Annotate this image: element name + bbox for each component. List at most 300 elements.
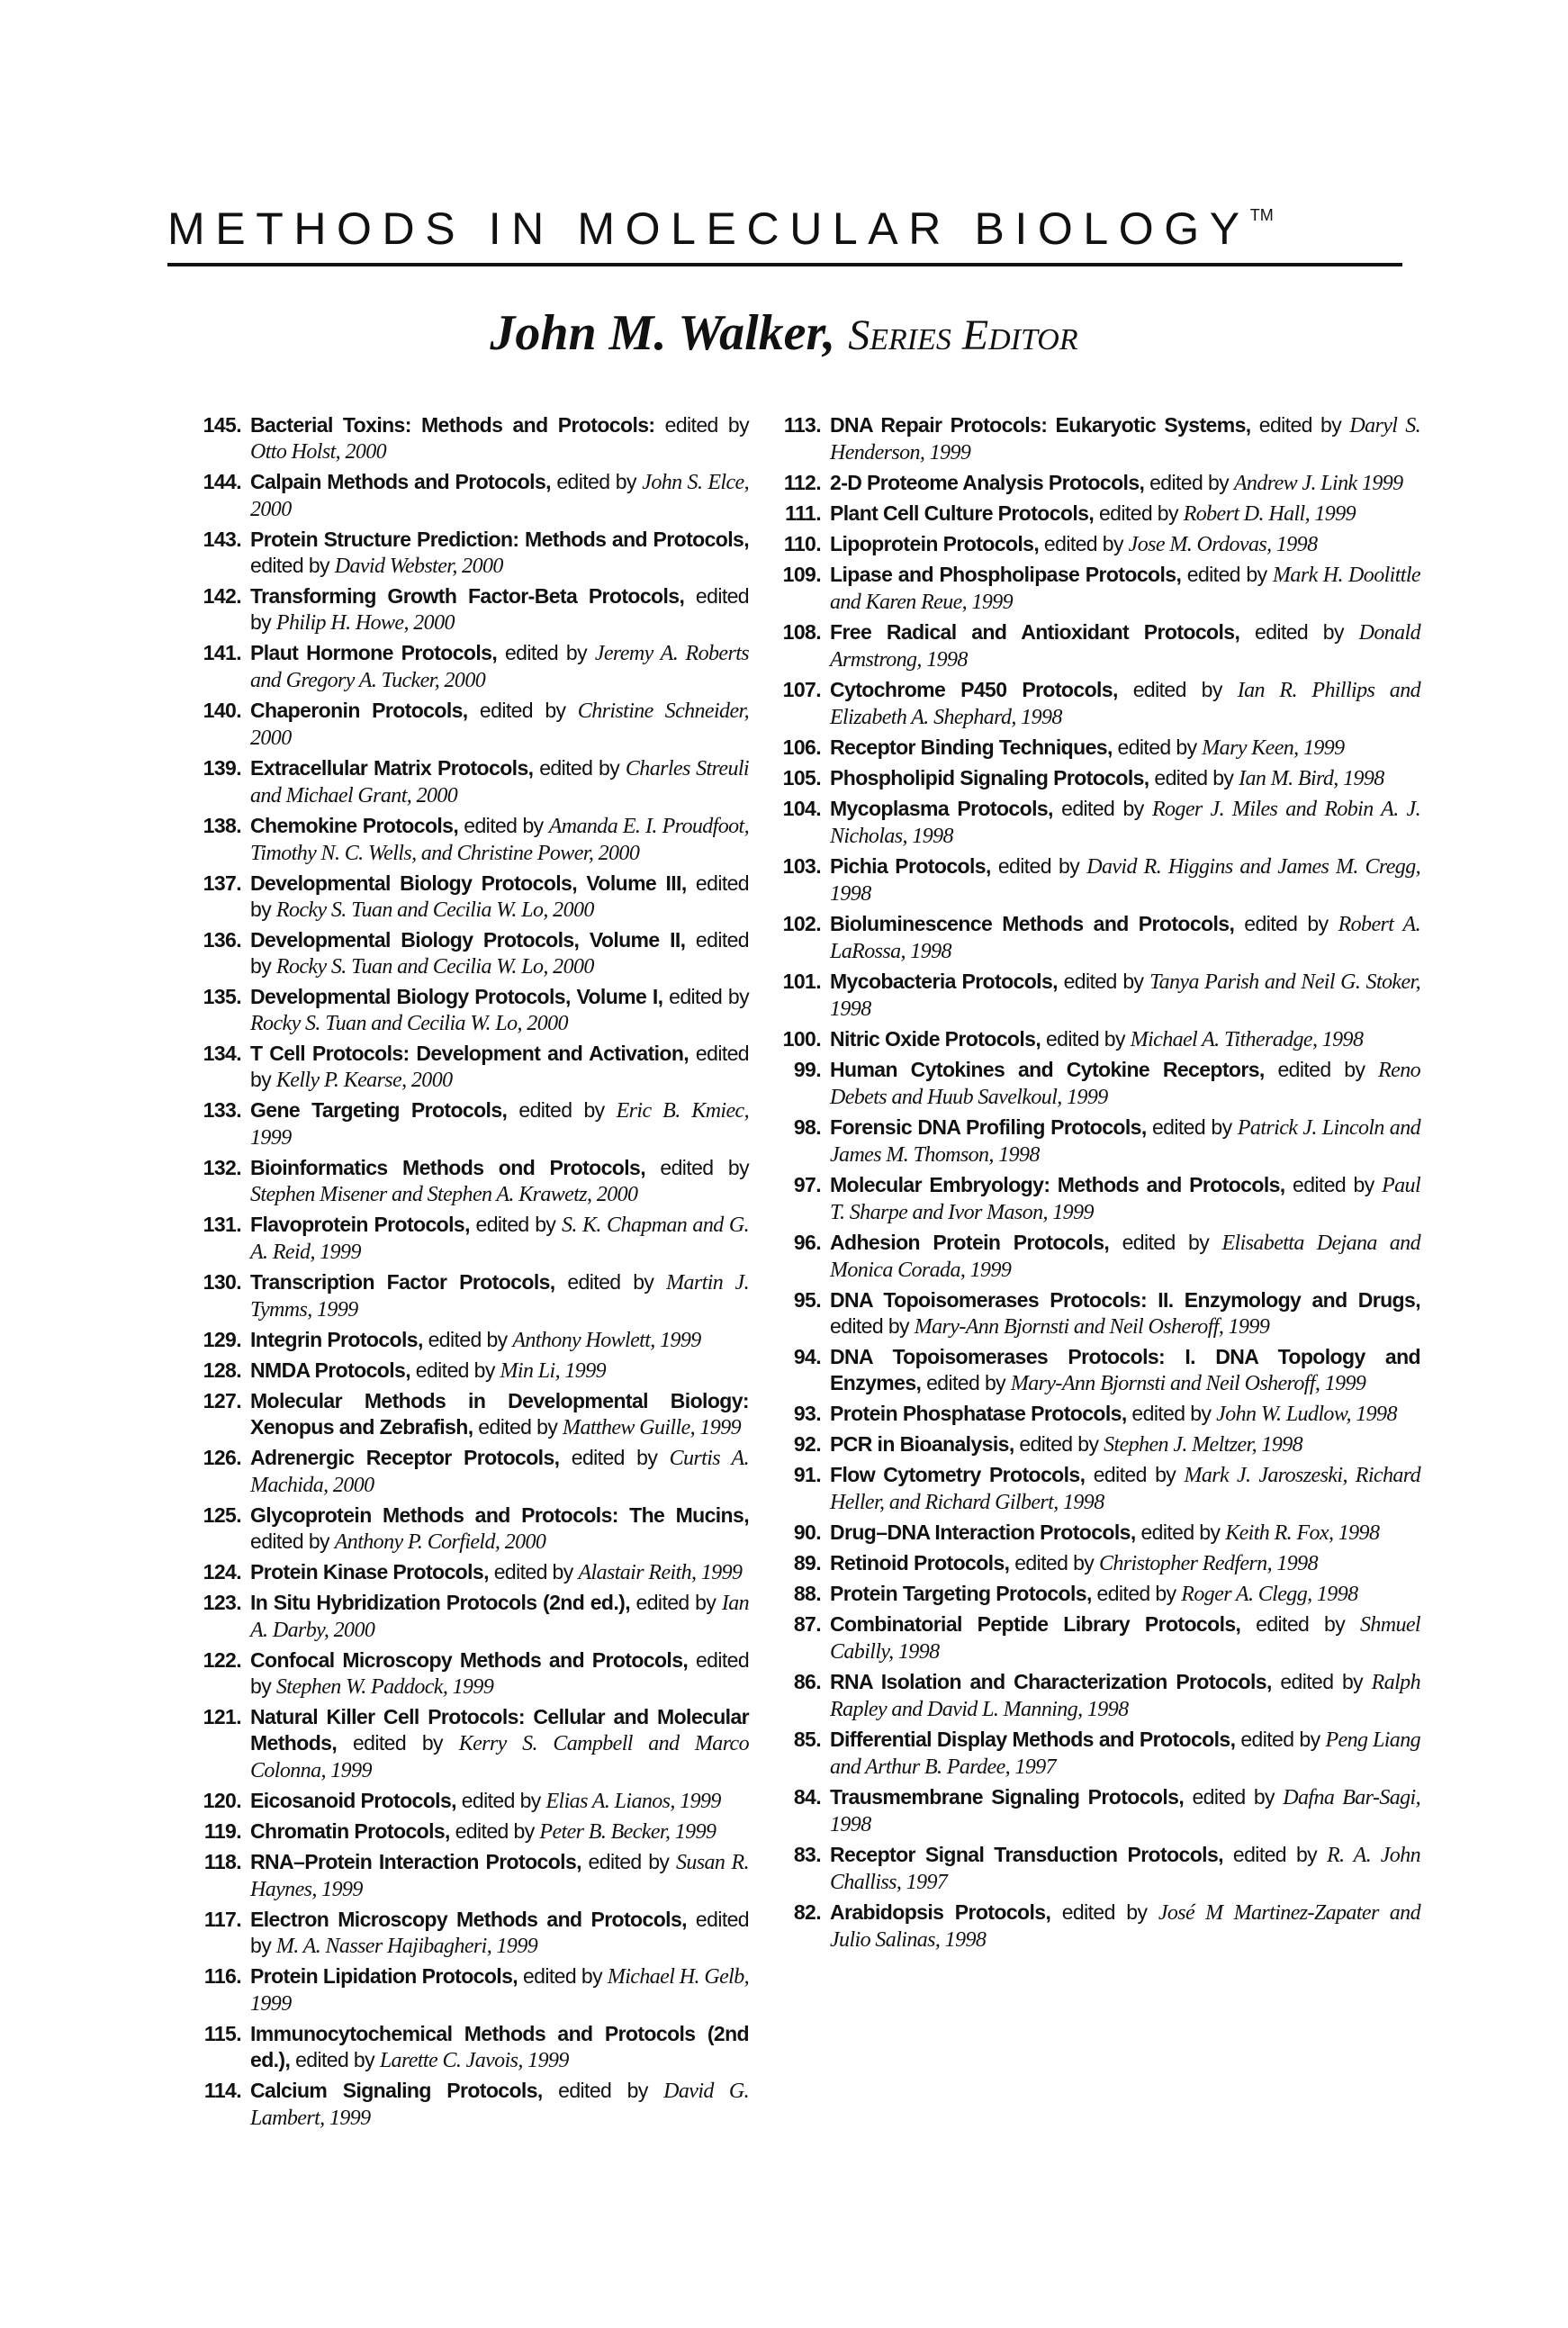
volume-number: 117. [203, 1908, 241, 1931]
list-item [779, 1899, 1420, 1954]
list-item [779, 1114, 1420, 1169]
volume-title: Bioinformatics Methods ond Protocols, [250, 1156, 646, 1179]
volume-editors: Roger J. Miles and Robin A. J. Nicholas, 1998 [830, 798, 1420, 848]
list-item [200, 1212, 749, 1266]
volume-editors: R. A. John Challiss, 1997 [830, 1844, 1420, 1894]
volume-number: 86. [793, 1670, 821, 1693]
volume-title: Chemokine Protocols, [250, 814, 459, 837]
list-item [200, 871, 749, 924]
volume-number: 136. [203, 928, 241, 952]
series-title [167, 203, 1402, 254]
volume-number: 123. [203, 1591, 241, 1614]
volume-editors: Charles Streuli and Michael Grant, 2000 [250, 757, 749, 808]
volume-editors: Rocky S. Tuan and Cecilia W. Lo, 2000 [250, 1012, 568, 1035]
edited-by-text: edited by [1144, 471, 1234, 494]
edited-by-text: edited by [250, 1529, 335, 1553]
edited-by-text: edited by [250, 1042, 749, 1091]
volume-title: Lipase and Phospholipase Protocols, [830, 563, 1182, 586]
volume-title: DNA Repair Protocols: Eukaryotic Systems, [830, 413, 1251, 437]
edited-by-text: edited by [518, 1964, 608, 1988]
volume-number: 129. [203, 1328, 241, 1351]
volume-title: Bacterial Toxins: Methods and Protocols: [250, 413, 655, 437]
volume-editors: Matthew Guille, 1999 [563, 1416, 742, 1439]
volume-number: 120. [203, 1789, 241, 1812]
volume-title: Differential Display Methods and Protocols, [830, 1728, 1236, 1751]
volume-number: 140. [203, 699, 241, 722]
edited-by-text: edited by [473, 1415, 563, 1439]
volume-title: Immunocytochemical Methods and Protocols (2nd ed.), [250, 2022, 749, 2071]
list-item [200, 583, 749, 636]
list-item [200, 1097, 749, 1151]
volume-number: 85. [793, 1728, 821, 1751]
volume-editors: Peter B. Becker, 1999 [539, 1820, 716, 1844]
list-item [779, 911, 1420, 965]
volume-number: 143. [203, 528, 241, 551]
list-item [779, 1462, 1420, 1516]
volume-title: 2-D Proteome Analysis Protocols, [830, 471, 1145, 494]
volume-editors: David G. Lambert, 1999 [250, 2080, 749, 2130]
volume-editors: Rocky S. Tuan and Cecilia W. Lo, 2000 [275, 898, 594, 922]
edited-by-text: edited by [488, 1560, 579, 1584]
volume-number: 139. [203, 756, 241, 780]
edited-by-text: edited by [1239, 620, 1359, 644]
volume-number: 82. [793, 1900, 821, 1924]
volume-title: Nitric Oxide Protocols, [830, 1027, 1041, 1051]
volume-editors: Stephen Misener and Stephen A. Krawetz, 2000 [250, 1183, 638, 1206]
volume-title: Phospholipid Signaling Protocols, [830, 766, 1149, 790]
volume-title: Adrenergic Receptor Protocols, [250, 1446, 560, 1469]
list-item [200, 2021, 749, 2074]
list-item [779, 853, 1420, 907]
edited-by-text: edited by [1235, 1728, 1326, 1751]
volume-title: Integrin Protocols, [250, 1328, 423, 1351]
volume-number: 138. [203, 814, 241, 837]
edited-by-text: edited by [250, 928, 749, 978]
list-item [779, 1057, 1420, 1111]
list-item [200, 412, 749, 465]
volume-editors: Kelly P. Kearse, 2000 [275, 1069, 453, 1092]
volume-title: Forensic DNA Profiling Protocols, [830, 1115, 1147, 1139]
volume-number: 107. [782, 678, 821, 701]
volume-editors: Mark J. Jaroszeski, Richard Heller, and Richard Gilbert, 1998 [830, 1464, 1420, 1514]
volume-number: 128. [203, 1358, 241, 1382]
volume-title: Developmental Biology Protocols, Volume I, [250, 985, 663, 1008]
volume-title: PCR in Bioanalysis, [830, 1432, 1014, 1456]
volume-title: Cytochrome P450 Protocols, [830, 678, 1118, 701]
edited-by-text: edited by [1222, 1843, 1328, 1866]
volume-editors: Kerry S. Campbell and Marco Colonna, 1999 [250, 1732, 749, 1782]
list-item [779, 1401, 1420, 1428]
volume-number: 131. [203, 1213, 241, 1236]
volume-number: 114. [203, 2079, 241, 2102]
edited-by-text: edited by [458, 814, 549, 837]
edited-by-text: edited by [630, 1591, 722, 1614]
volume-number: 142. [203, 584, 241, 608]
volume-number: 125. [203, 1503, 241, 1527]
list-item [779, 1520, 1420, 1547]
volume-number: 112. [783, 471, 821, 494]
volume-editors: Dafna Bar-Sagi, 1998 [830, 1786, 1421, 1836]
list-item [200, 1445, 749, 1499]
volume-editors: Robert A. LaRossa, 1998 [830, 913, 1420, 963]
volume-number: 89. [793, 1551, 821, 1575]
volume-title: Molecular Methods in Developmental Biology: Xenopus and Zebrafish, [250, 1389, 749, 1439]
list-item [779, 796, 1420, 850]
list-item [200, 1502, 749, 1556]
volume-editors: Peng Liang and Arthur B. Pardee, 1997 [830, 1728, 1421, 1779]
volume-number: 102. [782, 912, 821, 935]
volume-number: 93. [793, 1402, 821, 1425]
volume-title: Flavoprotein Protocols, [250, 1213, 470, 1236]
volume-editors: Eric B. Kmiec, 1999 [250, 1099, 749, 1150]
list-item [200, 469, 749, 523]
edited-by-text: edited by [1240, 1612, 1360, 1636]
volume-title: In Situ Hybridization Protocols (2nd ed.), [250, 1591, 630, 1614]
edited-by-text: edited by [1057, 970, 1150, 993]
volume-title: Trausmembrane Signaling Protocols, [830, 1785, 1185, 1809]
volume-editors: Ian M. Bird, 1998 [1239, 767, 1384, 790]
volume-title: Developmental Biology Protocols, Volume II, [250, 928, 686, 952]
list-item [200, 1590, 749, 1644]
edited-by-text: edited by [1112, 735, 1203, 759]
volume-editors: Jose M. Ordovas, 1998 [1128, 533, 1318, 556]
edited-by-text: edited by [1052, 797, 1152, 820]
edited-by-text: edited by [1014, 1432, 1104, 1456]
edited-by-text: edited by [533, 756, 626, 780]
volume-number: 90. [793, 1520, 821, 1544]
volume-title: Extracellular Matrix Protocols, [250, 756, 534, 780]
volume-number: 134. [203, 1042, 241, 1065]
volume-number: 122. [203, 1648, 241, 1672]
list-item [779, 1611, 1420, 1665]
edited-by-text: edited by [990, 854, 1087, 878]
edited-by-text: edited by [1039, 532, 1129, 555]
volume-editors: Curtis A. Machida, 2000 [250, 1447, 750, 1497]
volume-editors: Mary-Ann Bjornsti and Neil Osheroff, 1999 [1010, 1372, 1366, 1395]
volume-editors: S. K. Chapman and G. A. Reid, 1999 [250, 1214, 749, 1264]
volume-number: 118. [203, 1850, 241, 1873]
volume-title: Plaut Hormone Protocols, [250, 641, 498, 664]
volume-editors: Amanda E. I. Proudfoot, Timothy N. C. Wells, and Christine Power, 2000 [250, 815, 750, 865]
volume-editors: David Webster, 2000 [334, 555, 503, 578]
edited-by-text: edited by [250, 1648, 750, 1698]
volume-editors: Min Li, 1999 [500, 1359, 607, 1383]
volume-title: Calpain Methods and Protocols, [250, 470, 551, 493]
edited-by-text: edited by [1264, 1058, 1379, 1081]
volume-editors: Elias A. Lianos, 1999 [545, 1790, 721, 1813]
volume-number: 94. [793, 1345, 821, 1368]
list-item [779, 1230, 1420, 1284]
volume-number: 96. [793, 1231, 821, 1254]
volume-title: Gene Targeting Protocols, [250, 1098, 508, 1122]
edited-by-text: edited by [250, 1908, 750, 1957]
volume-number: 104. [782, 797, 821, 820]
volume-editors: Stephen J. Meltzer, 1998 [1104, 1433, 1303, 1457]
list-item [779, 412, 1420, 466]
list-item [200, 1788, 749, 1815]
volume-editors: Philip H. Howe, 2000 [275, 611, 455, 635]
edited-by-text: edited by [1149, 766, 1239, 790]
volume-editors: Shmuel Cabilly, 1998 [830, 1613, 1420, 1664]
volume-editors: Paul T. Sharpe and Ivor Mason, 1999 [830, 1174, 1421, 1224]
list-item [200, 1269, 749, 1323]
edited-by-text: edited by [1146, 1115, 1238, 1139]
volume-editors: Ian A. Darby, 2000 [250, 1592, 750, 1642]
list-item [200, 1155, 749, 1208]
edited-by-text: edited by [250, 871, 749, 921]
edited-by-text: edited by [337, 1731, 459, 1755]
volume-title: Lipoprotein Protocols, [830, 532, 1040, 555]
volume-number: 88. [793, 1582, 821, 1605]
edited-by-text: edited by [455, 1789, 546, 1812]
list-item [200, 927, 749, 980]
volume-editors: Christine Schneider, 2000 [250, 699, 749, 750]
edited-by-text: edited by [1271, 1670, 1372, 1693]
volume-editors: Anthony P. Corfield, 2000 [334, 1530, 546, 1554]
volume-editors: M. A. Nasser Hajibagheri, 1999 [275, 1935, 538, 1958]
volume-editors: Andrew J. Link 1999 [1233, 472, 1403, 495]
volume-number: 95. [793, 1288, 821, 1312]
list-item [779, 677, 1420, 731]
volume-number: 132. [203, 1156, 241, 1179]
volume-title: Confocal Microscopy Methods and Protocols, [250, 1648, 689, 1672]
volume-editors: José M Martinez-Zapater and Julio Salinas, 1998 [830, 1901, 1420, 1952]
volume-title: Receptor Signal Transduction Protocols, [830, 1843, 1223, 1866]
volume-title: Mycoplasma Protocols, [830, 797, 1053, 820]
title-rule [167, 263, 1402, 266]
volume-editors: Daryl S. Henderson, 1999 [830, 414, 1420, 465]
volume-title: Human Cytokines and Cytokine Receptors, [830, 1058, 1265, 1081]
volume-title: Mycobacteria Protocols, [830, 970, 1058, 993]
right-column-list [779, 412, 1420, 1957]
volume-title: Arabidopsis Protocols, [830, 1900, 1051, 1924]
volume-title: Combinatorial Peptide Library Protocols, [830, 1612, 1241, 1636]
list-item [200, 1647, 749, 1701]
list-item [200, 1327, 749, 1354]
edited-by-text: edited by [1091, 1582, 1182, 1605]
volume-title: Chromatin Protocols, [250, 1819, 450, 1843]
list-item [779, 1550, 1420, 1577]
trademark-mark: TM [1249, 206, 1274, 224]
list-item [779, 1669, 1420, 1723]
volume-number: 87. [793, 1612, 821, 1636]
list-item [200, 813, 749, 867]
page-header [167, 203, 1402, 266]
volume-editors: David R. Higgins and James M. Cregg, 1998 [830, 855, 1420, 906]
list-item [779, 1727, 1420, 1781]
edited-by-text: edited by [290, 2048, 380, 2071]
volume-title: Flow Cytometry Protocols, [830, 1463, 1086, 1486]
edited-by-text: edited by [410, 1358, 500, 1382]
volume-editors: Alastair Reith, 1999 [578, 1561, 743, 1584]
list-item [779, 1431, 1420, 1458]
volume-editors: Donald Armstrong, 1998 [830, 621, 1421, 672]
edited-by-text: edited by [830, 1314, 915, 1338]
volume-number: 109. [782, 563, 821, 586]
edited-by-text: edited by [1085, 1463, 1185, 1486]
volume-number: 135. [203, 985, 241, 1008]
volume-number: 106. [782, 735, 821, 759]
editor-name: John M. Walker, [490, 305, 836, 361]
volume-number: 105. [782, 766, 821, 790]
list-item [200, 640, 749, 694]
edited-by-text: edited by [921, 1371, 1011, 1394]
list-item [779, 1287, 1420, 1340]
series-title-text: METHODS IN MOLECULAR BIOLOGY [167, 203, 1250, 254]
volume-number: 144. [203, 470, 241, 493]
volume-number: 137. [203, 871, 241, 895]
series-editor-line [0, 304, 1568, 365]
volume-editors: Mary Keen, 1999 [1202, 736, 1345, 760]
edited-by-text: edited by [662, 985, 749, 1008]
volume-title: Natural Killer Cell Protocols: Cellular and Molecular Methods, [250, 1705, 749, 1755]
volume-number: 115. [203, 2022, 241, 2045]
volume-editors: Rocky S. Tuan and Cecilia W. Lo, 2000 [275, 955, 594, 979]
edited-by-text: edited by [1184, 1785, 1284, 1809]
edited-by-text: edited by [1126, 1402, 1217, 1425]
volume-title: Pichia Protocols, [830, 854, 991, 878]
list-item [200, 1388, 749, 1441]
edited-by-text: edited by [1135, 1520, 1226, 1544]
edited-by-text: edited by [507, 1098, 617, 1122]
volume-editors: Robert D. Hall, 1999 [1183, 502, 1356, 526]
list-item [200, 1907, 749, 1960]
volume-title: Protein Targeting Protocols, [830, 1582, 1092, 1605]
list-item [779, 969, 1420, 1023]
edited-by-text: edited by [1181, 563, 1274, 586]
volume-number: 110. [783, 532, 821, 555]
list-item [200, 755, 749, 809]
volume-title: Glycoprotein Methods and Protocols: The Mucins, [250, 1503, 749, 1527]
edited-by-text: edited by [250, 584, 750, 634]
list-item [779, 735, 1420, 762]
volume-title: DNA Topoisomerases Protocols: II. Enzymology and Drugs, [830, 1288, 1420, 1312]
volume-title: Protein Structure Prediction: Methods and Protocols, [250, 528, 749, 551]
list-item [200, 1041, 749, 1094]
list-item [200, 1704, 749, 1784]
volume-editors: Susan R. Haynes, 1999 [250, 1851, 749, 1901]
edited-by-text: edited by [1284, 1173, 1383, 1196]
edited-by-text: edited by [1109, 1231, 1222, 1254]
list-item [779, 562, 1420, 616]
volume-editors: Michael A. Titheradge, 1998 [1130, 1028, 1364, 1051]
volume-title: Adhesion Protein Protocols, [830, 1231, 1110, 1254]
volume-editors: Martin J. Tymms, 1999 [250, 1271, 749, 1322]
volume-number: 124. [203, 1560, 241, 1584]
list-item [779, 765, 1420, 792]
volume-number: 98. [793, 1115, 821, 1139]
edited-by-text: edited by [1234, 912, 1338, 935]
edited-by-text: edited by [581, 1850, 676, 1873]
edited-by-text: edited by [559, 1446, 670, 1469]
volume-number: 130. [203, 1270, 241, 1294]
volume-editors: Roger A. Clegg, 1998 [1181, 1583, 1358, 1606]
edited-by-text: edited by [1050, 1900, 1158, 1924]
volume-editors: Keith R. Fox, 1998 [1225, 1521, 1380, 1545]
volume-number: 141. [203, 641, 241, 664]
volume-title: NMDA Protocols, [250, 1358, 410, 1382]
volume-editors: Christopher Redfern, 1998 [1098, 1552, 1318, 1575]
edited-by-text: edited by [1094, 501, 1184, 525]
volume-editors: Ian R. Phillips and Elizabeth A. Shephard, 1998 [830, 679, 1420, 729]
volume-title: Protein Kinase Protocols, [250, 1560, 489, 1584]
edited-by-text: edited by [1117, 678, 1238, 701]
volume-title: T Cell Protocols: Development and Activation, [250, 1042, 689, 1065]
volume-number: 92. [793, 1432, 821, 1456]
volume-number: 84. [793, 1785, 821, 1809]
edited-by-text: edited by [449, 1819, 540, 1843]
volume-number: 108. [782, 620, 821, 644]
list-item [779, 1842, 1420, 1896]
volume-title: Bioluminescence Methods and Protocols, [830, 912, 1235, 935]
edited-by-text: edited by [645, 1156, 749, 1179]
volume-editors: Elisabetta Dejana and Monica Corada, 1999 [830, 1232, 1420, 1282]
edited-by-text: edited by [469, 1213, 562, 1236]
edited-by-text: edited by [467, 699, 578, 722]
edited-by-text: edited by [1041, 1027, 1131, 1051]
volume-title: Free Radical and Antioxidant Protocols, [830, 620, 1240, 644]
volume-title: Transcription Factor Protocols, [250, 1270, 555, 1294]
volume-title: Eicosanoid Protocols, [250, 1789, 456, 1812]
volume-title: Retinoid Protocols, [830, 1551, 1010, 1575]
list-item [200, 1358, 749, 1385]
edited-by-text: edited by [497, 641, 595, 664]
volume-title: Receptor Binding Techniques, [830, 735, 1113, 759]
volume-editors: Ralph Rapley and David L. Manning, 1998 [830, 1671, 1420, 1721]
list-item [200, 527, 749, 580]
list-item [779, 619, 1420, 673]
volume-title: Molecular Embryology: Methods and Protocols, [830, 1173, 1285, 1196]
volume-title: RNA–Protein Interaction Protocols, [250, 1850, 581, 1873]
volume-number: 111. [785, 501, 821, 525]
list-item [779, 470, 1420, 497]
list-item [779, 1344, 1420, 1397]
volume-title: Calcium Signaling Protocols, [250, 2079, 543, 2102]
volume-title: Drug–DNA Interaction Protocols, [830, 1520, 1136, 1544]
volume-editors: Mark H. Doolittle and Karen Reue, 1999 [830, 564, 1420, 614]
volume-editors: Michael H. Gelb, 1999 [250, 1965, 749, 2016]
list-item [779, 531, 1420, 558]
volume-editors: Tanya Parish and Neil G. Stoker, 1998 [830, 970, 1421, 1021]
edited-by-text: edited by [542, 2079, 664, 2102]
volume-number: 100. [782, 1027, 821, 1051]
volume-number: 116. [203, 1964, 241, 1988]
volume-editors: Anthony Howlett, 1999 [512, 1329, 701, 1352]
volume-number: 113. [783, 413, 821, 437]
volume-editors: John S. Elce, 2000 [250, 471, 749, 521]
list-item [200, 1818, 749, 1845]
edited-by-text: edited by [1009, 1551, 1099, 1575]
edited-by-text: edited by [550, 470, 643, 493]
volume-number: 127. [203, 1389, 241, 1412]
list-item [200, 1849, 749, 1903]
list-item [200, 2078, 749, 2132]
edited-by-text: edited by [654, 413, 749, 437]
volume-number: 103. [782, 854, 821, 878]
volume-number: 83. [793, 1843, 821, 1866]
volume-editors: Otto Holst, 2000 [250, 440, 387, 464]
volume-number: 101. [782, 970, 821, 993]
volume-title: Plant Cell Culture Protocols, [830, 501, 1095, 525]
volume-title: Protein Lipidation Protocols, [250, 1964, 518, 1988]
volume-editors: Reno Debets and Huub Savelkoul, 1999 [830, 1059, 1421, 1109]
left-column-list [200, 412, 749, 2135]
volume-title: RNA Isolation and Characterization Protocols, [830, 1670, 1272, 1693]
list-item [779, 1784, 1420, 1838]
volume-number: 99. [793, 1058, 821, 1081]
volume-title: Chaperonin Protocols, [250, 699, 468, 722]
volume-number: 145. [203, 413, 241, 437]
